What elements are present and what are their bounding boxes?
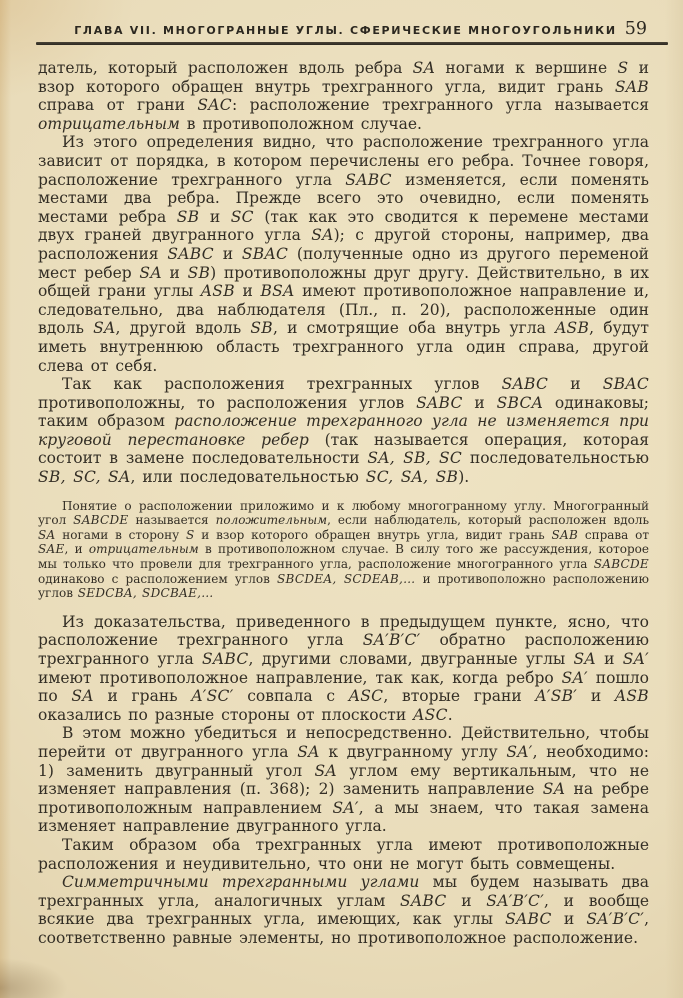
text-run: , или последовательностью <box>130 468 366 487</box>
text-run: Из доказательства, приведенного в предыдущем пункте, ясно, что расположение трехгранного угла <box>38 612 649 650</box>
text-run: , если наблюдатель, который расположен вдоль <box>327 513 649 528</box>
math-run: SAB <box>551 527 579 542</box>
text-run: : расположение трехгранного угла называется <box>231 96 649 115</box>
text-run: (так как это сводится к перемене местами двух граней двугранного угла <box>38 207 649 245</box>
math-run: SABC <box>505 910 552 929</box>
math-run: SA′B′C′ <box>586 910 645 929</box>
text-run: , вторые грани <box>383 687 536 706</box>
emphasis-run: положительным <box>215 513 328 528</box>
math-run: ASB <box>555 319 590 338</box>
text-run: мы будем называть два трехгранных угла, аналогичных углам <box>38 873 649 910</box>
math-run: SABCDE <box>593 557 649 572</box>
page-number: 59 <box>624 19 647 39</box>
math-run: ASB <box>614 687 649 706</box>
text-run: , необходимо: 1) заменить двугранный угол <box>38 742 649 780</box>
math-run: SABC <box>167 244 214 263</box>
text-run: Из этого определения видно, что расположение трехгранного угла зависит от порядка, в котором перечислены его ребра. Точнее говоря, расположение трехгранного угла <box>38 133 649 189</box>
text-run: и взор которого обращен внутрь трехгранного угла, видит грань <box>38 59 650 96</box>
emphasis-run: отрицательным <box>88 542 199 557</box>
math-run: SA <box>139 263 162 282</box>
text-run: , будут иметь внутреннюю область трехгранного угла один справа, другой слева от себя. <box>38 319 649 375</box>
math-run: SA <box>71 687 94 706</box>
math-run: SAB <box>614 77 649 96</box>
math-run: S <box>617 59 629 77</box>
text-column <box>38 59 649 948</box>
math-run: S <box>185 527 195 542</box>
text-run: на ребре противоположным направлением <box>38 780 649 817</box>
math-run: SA <box>311 226 334 245</box>
paragraph-2 <box>38 133 649 375</box>
emphasis-run: Симметричными трехгранными углами <box>62 873 420 892</box>
text-run: и <box>199 207 231 226</box>
header-rule <box>36 42 668 45</box>
text-run: Так как расположения трехгранных углов <box>62 375 502 394</box>
math-run: SEDCBA, SDCBAE,… <box>77 586 214 601</box>
paragraph-8 <box>38 873 649 947</box>
text-run: пошло по <box>38 668 649 706</box>
math-run: A′SC′ <box>191 687 234 706</box>
text-run: , а мы знаем, что такая замена изменяет направление двугранного угла. <box>38 798 649 836</box>
text-run: , и <box>64 542 89 557</box>
text-run: в противоположном случае. В силу того же рассуждения, которое мы только что провели для трехгранного угла, расположение многогранного угла <box>38 542 649 572</box>
text-run: противоположны, то расположения углов <box>38 393 417 412</box>
math-run: SAC <box>197 96 232 115</box>
text-run: , и смотрящие оба внутрь угла <box>272 319 556 338</box>
math-run: SA <box>412 59 436 77</box>
paragraph-3 <box>38 375 649 487</box>
math-run: ASC <box>413 705 448 724</box>
text-run: (так называется операция, которая состоит в замене последовательности <box>38 430 649 468</box>
text-run: справа от <box>578 527 649 542</box>
math-run: SA′B′C′ <box>362 631 421 650</box>
text-run: и <box>577 687 615 706</box>
text-run: (полученные одно из другого переменой мест ребер <box>38 244 650 282</box>
text-run: и <box>161 263 188 282</box>
math-run: SA <box>38 527 56 542</box>
text-run: одинаковы; таким образом <box>38 393 650 431</box>
text-run: обратно расположению трехгранного угла <box>38 631 649 668</box>
text-run: изменяется, если поменять местами два ребра. Прежде всего это очевидно, если поменять местами ребра <box>38 170 649 226</box>
emphasis-run: расположение трехгранного угла не изменяется при круговой перестановке ребер <box>38 412 649 449</box>
text-run: В этом можно убедиться и непосредственно. Действительно, чтобы перейти от двугранного угла <box>38 724 649 761</box>
math-run: SBCA <box>496 393 544 412</box>
text-run: и <box>234 282 261 301</box>
text-run: и <box>446 891 487 910</box>
text-run: справа от грани <box>38 96 198 115</box>
math-run: SABC <box>501 375 549 394</box>
math-run: SC, SA, SB <box>365 468 459 487</box>
text-run: , другой вдоль <box>115 319 251 338</box>
math-run: SB, SC, SA <box>38 468 131 487</box>
paragraph-5 <box>38 613 649 725</box>
text-run: . <box>447 705 453 724</box>
text-run: и <box>548 375 603 394</box>
text-run: и <box>462 393 497 412</box>
math-run: SA′ <box>561 668 588 687</box>
math-run: A′SB′ <box>535 687 578 706</box>
chapter-header-title: ГЛАВА VII. МНОГОГРАННЫЕ УГЛЫ. СФЕРИЧЕСКИЕ МНОГОУГОЛЬНИКИ <box>74 24 617 37</box>
text-run: одинаково с расположением углов <box>38 571 278 586</box>
math-run: SBAC <box>602 375 650 394</box>
text-run: Таким образом оба трехгранных угла имеют противоположные расположения и неудивительно, что они не могут быть совмещены. <box>38 835 649 873</box>
paragraph-6 <box>38 724 649 836</box>
text-run: и <box>595 650 623 668</box>
math-run: SABC <box>416 393 463 412</box>
text-run: углом ему вертикальным, что не изменяет направления (п. 368); 2) заменить направление <box>38 761 649 799</box>
text-run: ); с другой стороны, например, два расположения <box>38 226 649 263</box>
text-run: совпала с <box>233 687 349 706</box>
math-run: SA <box>542 780 566 799</box>
text-run: ногами в сторону <box>55 527 186 542</box>
text-run: к двугранному углу <box>319 742 507 761</box>
math-run: SABC <box>201 650 249 668</box>
paragraph-7 <box>38 836 649 873</box>
text-run: , соответственно равные элементы, но противоположное расположение. <box>38 910 650 947</box>
text-run: и противоположно расположению углов <box>38 571 649 601</box>
math-run: SBAC <box>241 244 289 263</box>
math-run: SBCDEA, SCDEAB,… <box>277 571 416 586</box>
math-run: SABCDE <box>73 513 129 528</box>
text-run: оказались по разные стороны от плоскости <box>38 705 414 724</box>
math-run: SB <box>187 263 211 282</box>
text-run: и <box>213 244 242 263</box>
math-run: BSA <box>260 282 295 301</box>
math-run: SAE <box>38 542 65 557</box>
math-run: SA, SB, SC <box>367 449 463 468</box>
math-run: ASC <box>348 687 384 706</box>
text-run: Понятие о расположении приложимо и к любому многогранному углу. Многогранный угол <box>38 498 649 528</box>
paragraph-1 <box>38 59 649 133</box>
text-run: и грань <box>93 687 192 706</box>
math-run: SB <box>250 319 273 338</box>
math-run: SA′ <box>506 742 533 761</box>
text-run: , и вообще всякие два трехгранных угла, имеющих, как углы <box>38 891 649 929</box>
text-run: имеют противоположное направление и, следовательно, два наблюдателя (Пл., п. 20), расположенные один вдоль <box>38 282 649 338</box>
math-run: SA <box>297 742 320 761</box>
text-run: называется <box>128 513 216 528</box>
math-run: ASB <box>200 282 235 301</box>
text-run: ) противоположны друг другу. Действительно, в их общей грани углы <box>38 263 649 301</box>
math-run: SA′B′C′ <box>486 891 545 910</box>
running-head <box>38 19 653 39</box>
text-run: , другими словами, двугранные углы <box>248 650 574 668</box>
text-run: ногами к вершине <box>435 59 618 77</box>
text-run: последовательностью <box>462 449 649 468</box>
text-run: и взор которого обращен внутрь угла, видит грань <box>194 527 552 542</box>
math-run: SA′ <box>332 798 359 817</box>
text-run: в противоположном случае. <box>179 114 422 133</box>
math-run: SA′ <box>622 650 649 668</box>
text-run: имеют противоположное направление, так как, когда ребро <box>38 668 562 687</box>
math-run: SA <box>93 319 116 338</box>
math-run: SA <box>573 650 596 668</box>
text-run: и <box>551 910 587 929</box>
math-run: SABC <box>399 891 447 910</box>
emphasis-run: отрицательным <box>38 114 180 133</box>
math-run: SA <box>314 761 337 780</box>
paragraph-4 <box>38 499 649 601</box>
math-run: SC <box>230 207 254 226</box>
math-run: SABC <box>345 170 392 189</box>
math-run: SB <box>176 207 200 226</box>
text-run: датель, который расположен вдоль ребра <box>38 59 413 77</box>
text-run: ). <box>458 468 470 487</box>
